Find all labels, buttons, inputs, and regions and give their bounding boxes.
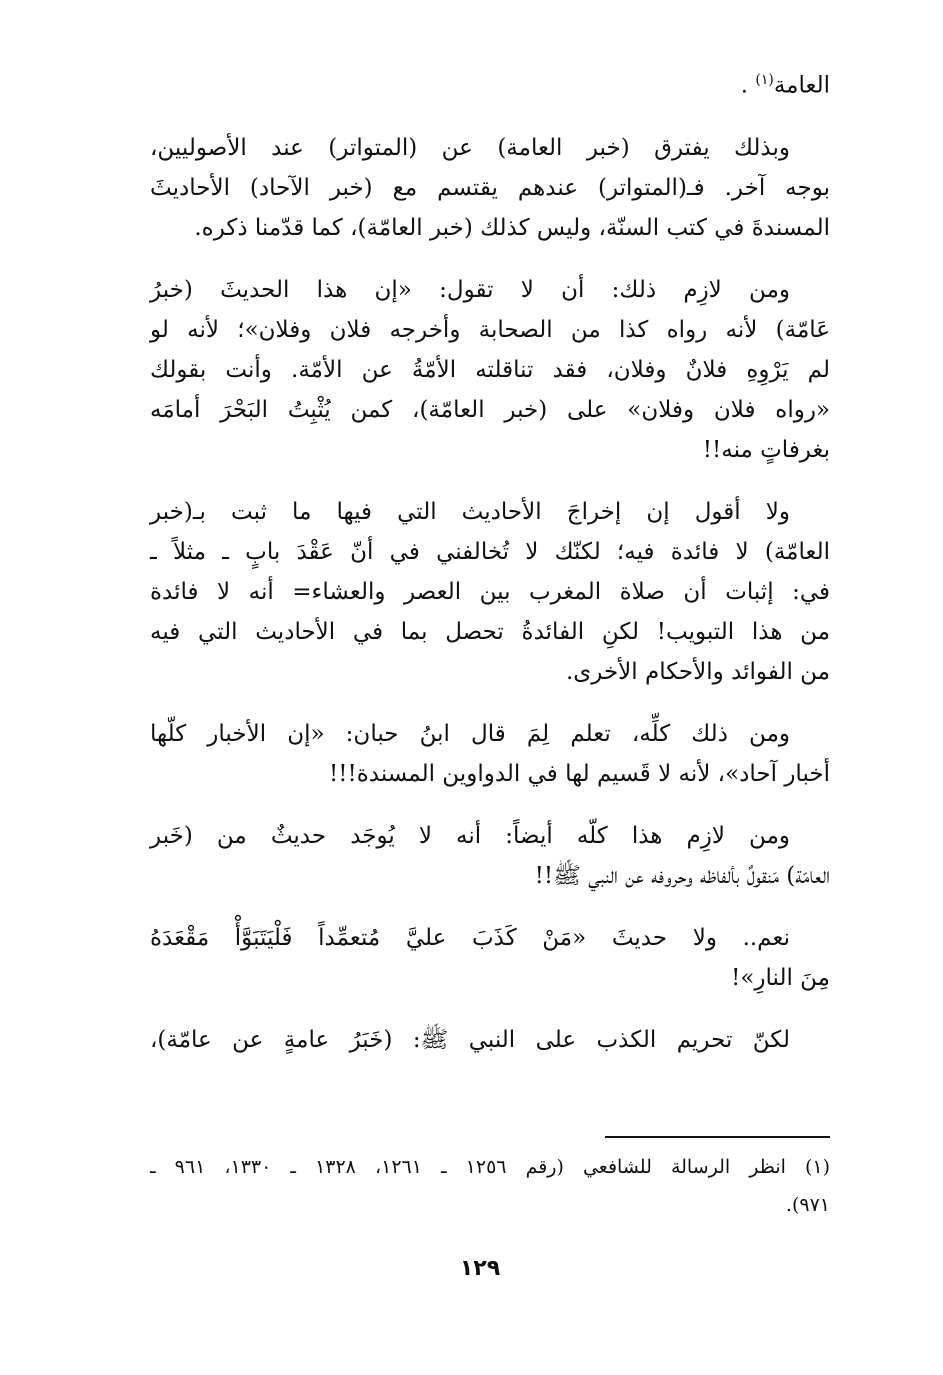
paragraph-line: «رواه فلان وفلان» على (خبر العامّة)، كمن يُثْبِتُ البَحْرَ أمامَه <box>150 396 830 423</box>
paragraph-7 <box>150 1020 830 1060</box>
paragraph-line: مِنَ النارِ»! <box>731 964 830 991</box>
footnote-line: ٩٧١). <box>785 1194 830 1216</box>
intro-paragraph <box>150 60 830 106</box>
page-body <box>150 60 830 1082</box>
paragraph-2 <box>150 270 830 470</box>
paragraph-line: المسندةَ في كتب السنّة، وليس كذلك (خبر العامّة)، كما قدّمنا ذكره. <box>194 214 830 241</box>
paragraph-5 <box>150 816 830 896</box>
paragraph-line: ومن ذلك كلِّه، تعلم لِمَ قال ابنُ حبان: «إن الأخبار كلّها <box>150 720 790 747</box>
intro-word: العامة <box>773 72 830 99</box>
paragraph-line: من الفوائد والأحكام الأخرى. <box>565 658 830 685</box>
paragraph-line: عَامّة) لأنه رواه كذا من الصحابة وأخرجه فلان وفلان»؛ لأنه لو <box>150 316 830 343</box>
footnotes <box>150 1148 830 1224</box>
paragraph-1 <box>150 128 830 248</box>
paragraph-4 <box>150 714 830 794</box>
paragraph-line: نعم.. ولا حديثَ «مَنْ كَذَبَ عليَّ مُتعمِّداً فَلْيَتَبَوَّأْ مَقْعَدَهُ <box>150 924 790 951</box>
paragraph-line: ولا أقول إن إخراجَ الأحاديث التي فيها ما ثبت بـ(خبر <box>150 498 790 525</box>
paragraph-line: ومن لازِم هذا كلّه أيضاً: أنه لا يُوجَد حديثٌ من (خَبر <box>150 822 790 849</box>
paragraph-line: العامّة) لا فائدة فيه؛ لكنّك لا تُخالفني في أنّ عَقْدَ بابٍ ـ مثلاً ـ <box>150 538 830 565</box>
page-number: ١٢٩ <box>459 1256 501 1281</box>
paragraph-line: العامّة) مَنقولٌ بألفاظه وحروفه عن النبي ﷺ!! <box>534 862 830 889</box>
paragraph-line: لم يَرْوِهِ فلانٌ وفلان، فقد تناقلته الأمّةُ عن الأمّة. وأنت بقولك <box>150 356 830 383</box>
paragraph-3 <box>150 492 830 692</box>
paragraph-line: وبذلك يفترق (خبر العامة) عن (المتواتر) عند الأصوليين، <box>150 134 790 161</box>
paragraph-line: ومن لازِم ذلك: أن لا تقول: «إن هذا الحديثَ (خبرُ <box>150 276 790 303</box>
paragraph-line: من هذا التبويب! لكنِ الفائدةُ تحصل بما في الأحاديث التي فيه <box>150 618 830 645</box>
paragraph-line: بوجه آخر. فـ(المتواتر) عندهم يقتسم مع (خبر الآحاد) الأحاديثَ <box>150 174 830 201</box>
paragraph-line: أخبار آحاد»، لأنه لا قَسيم لها في الدواوين المسندة!!! <box>328 760 830 787</box>
intro-line <box>150 60 830 106</box>
intro-end: . <box>740 72 756 99</box>
footnote-divider <box>605 1136 830 1138</box>
footnote-ref: (١) <box>755 72 774 88</box>
paragraph-line: بغرفاتٍ منه!! <box>702 436 830 463</box>
paragraph-line: في: إثبات أن صلاة المغرب بين العصر والعشاء= أنه لا فائدة <box>150 578 830 605</box>
paragraph-line: لكنّ تحريم الكذب على النبي ﷺ: (خَبَرُ عامةٍ عن عامّة)، <box>150 1026 790 1053</box>
footnote-line: (١) انظر الرسالة للشافعي (رقم ١٢٥٦ ـ ١٢٦١، ١٣٢٨ ـ ١٣٣٠، ٩٦١ ـ <box>150 1156 831 1178</box>
paragraph-6 <box>150 918 830 998</box>
